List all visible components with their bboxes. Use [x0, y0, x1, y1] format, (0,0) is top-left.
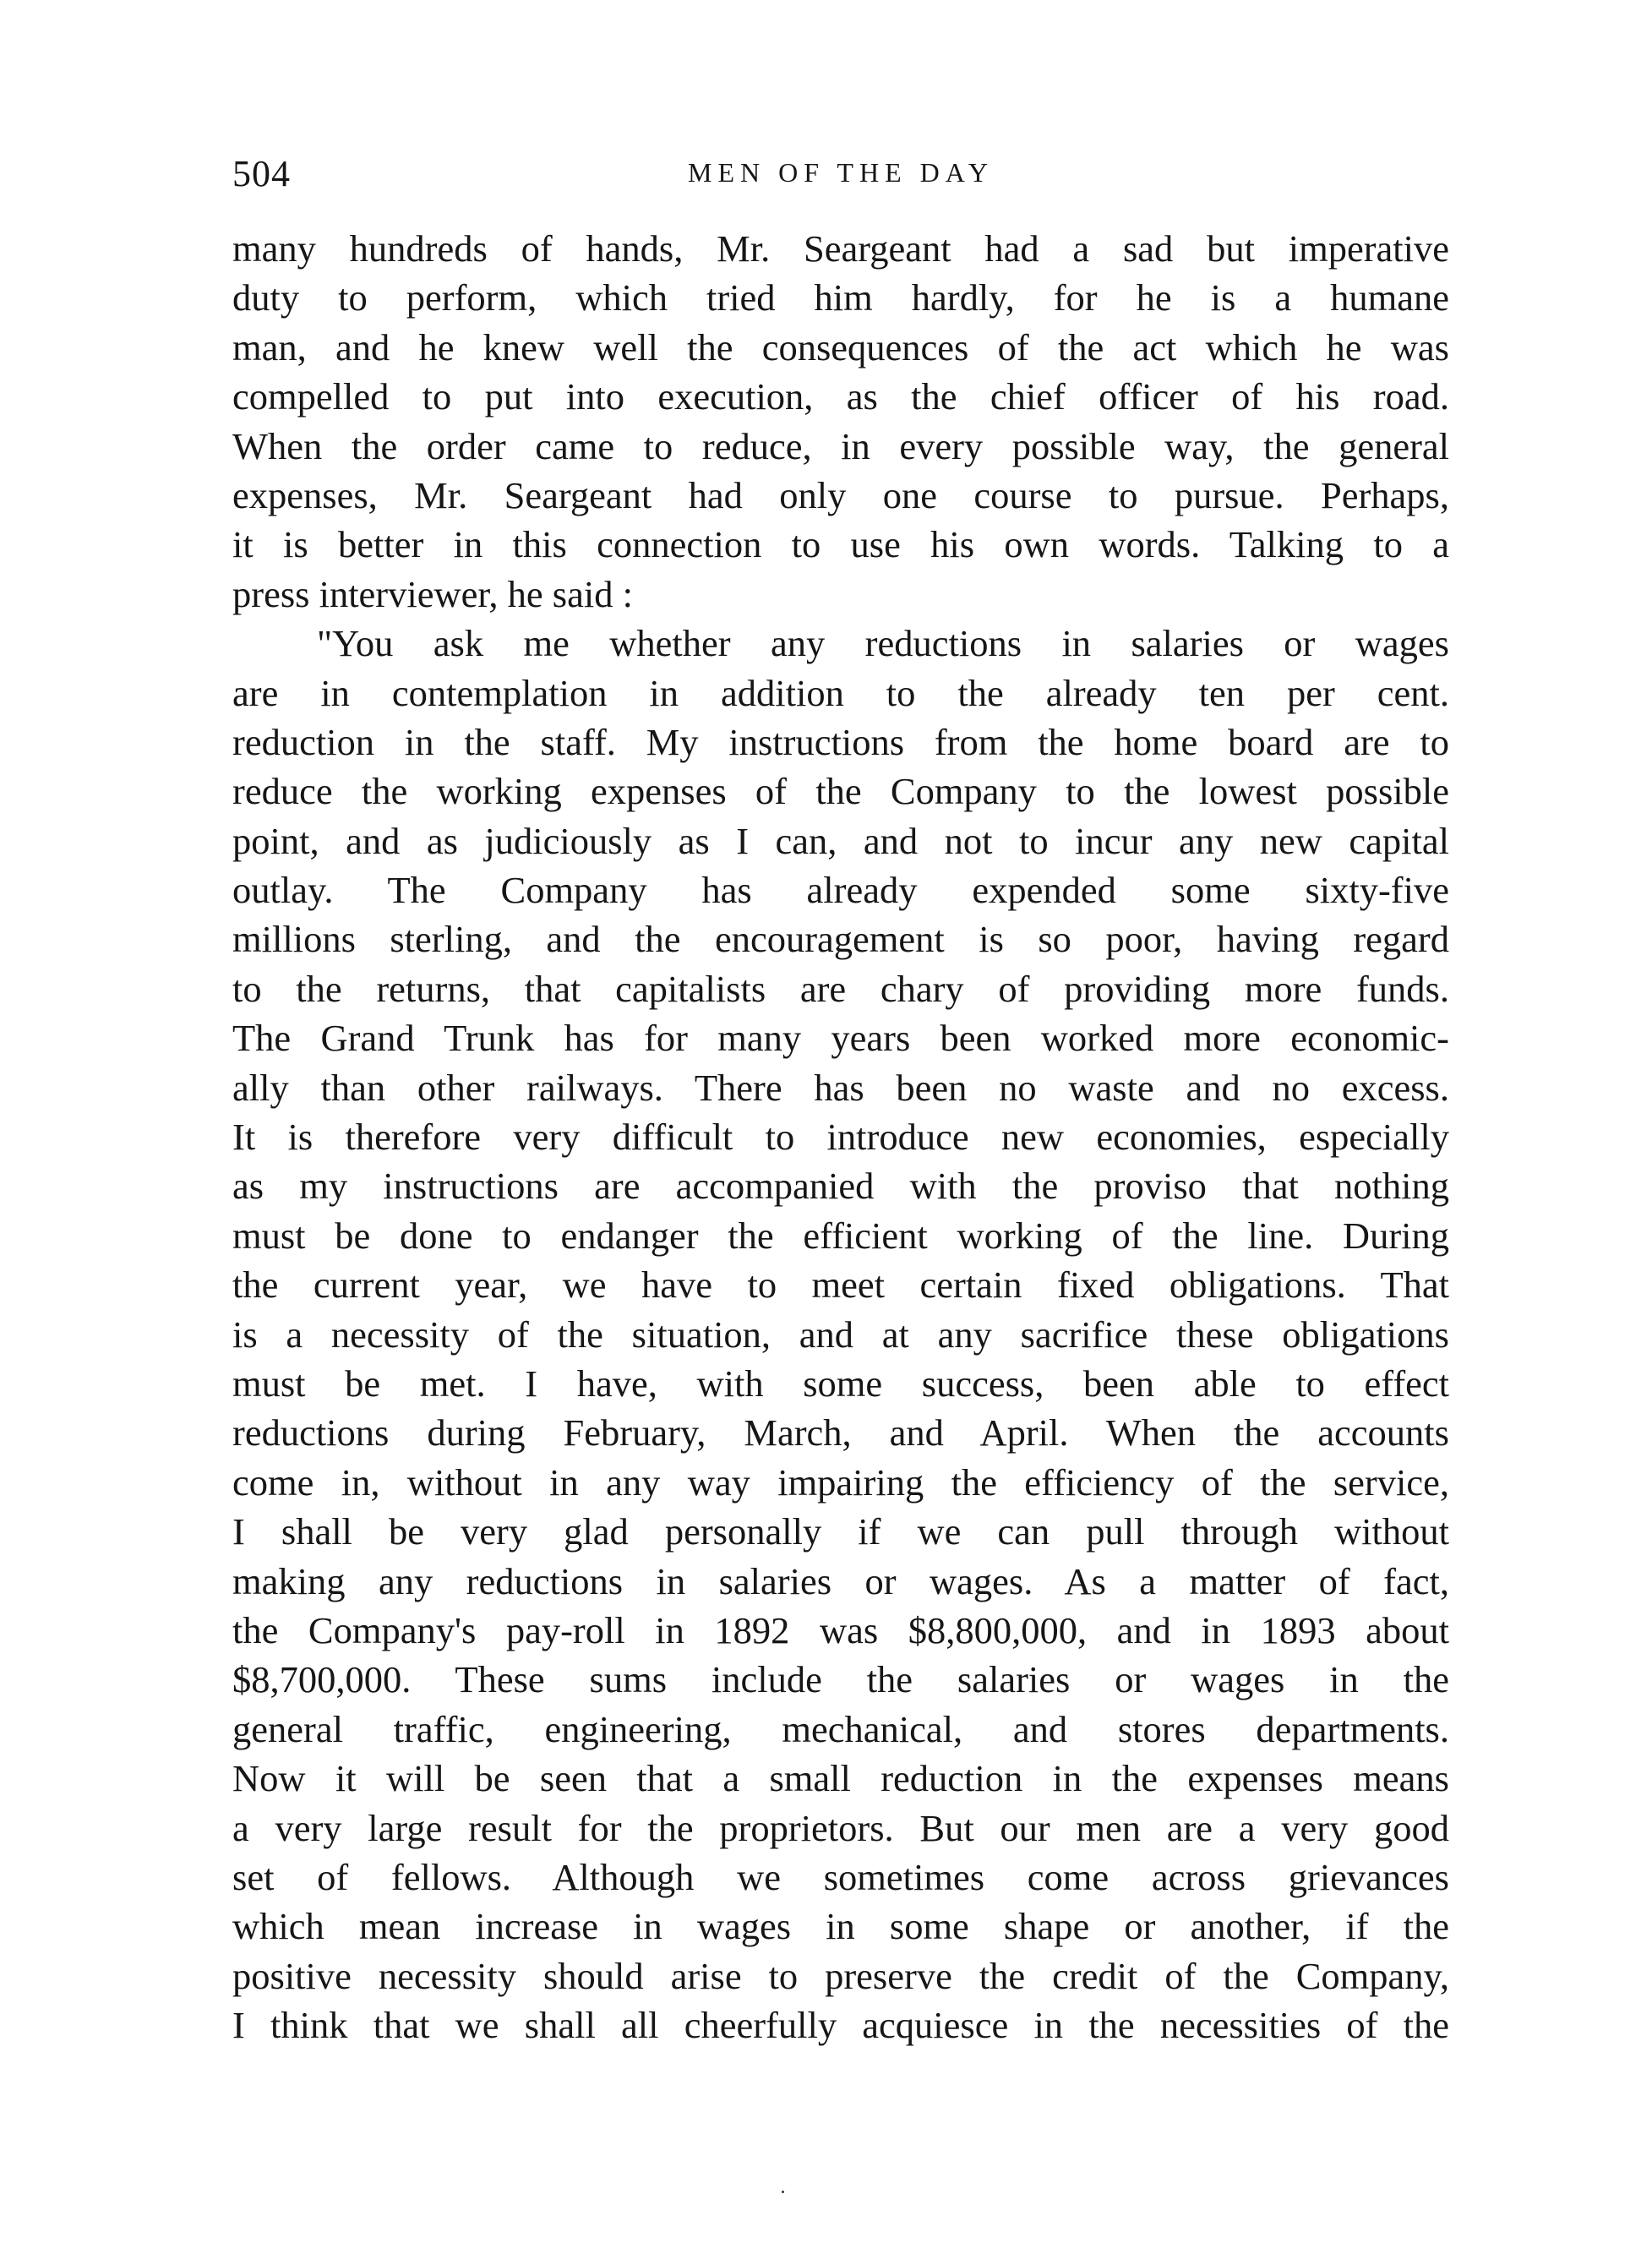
text-line: to the returns, that capitalists are chary of providing more funds. [232, 967, 1449, 1010]
text-line: outlay. The Company has already expended some sixty-five [232, 869, 1449, 912]
text-line: come in, without in any way impairing the efficiency of the service, [232, 1460, 1449, 1504]
text-line: man, and he knew well the consequences of the act which he was [232, 325, 1449, 368]
text-line: must be met. I have, with some success, been able to effect [232, 1362, 1449, 1405]
text-line: compelled to put into execution, as the chief officer of his road. [232, 375, 1449, 418]
text-line: point, and as judiciously as I can, and not to incur any new capital [232, 819, 1449, 862]
text-line: general traffic, engineering, mechanical, and stores departments. [232, 1707, 1449, 1750]
ink-speck [782, 2191, 784, 2193]
text-line: When the order came to reduce, in every possible way, the general [232, 424, 1449, 467]
text-line: positive necessity should arise to preserve the credit of the Company, [232, 1954, 1449, 1997]
text-line: It is therefore very difficult to introduce new economies, especially [232, 1116, 1449, 1159]
text-line: many hundreds of hands, Mr. Seargeant had a sad but imperative [232, 227, 1449, 270]
running-title: MEN OF THE DAY [687, 157, 995, 188]
text-line: making any reductions in salaries or wages. As a matter of fact, [232, 1559, 1449, 1602]
text-line: are in contemplation in addition to the already ten per cent. [232, 671, 1449, 714]
text-line: duty to perform, which tried him hardly, for he is a humane [232, 276, 1449, 319]
text-line: set of fellows. Although we sometimes come across grievances [232, 1855, 1449, 1898]
text-line: press interviewer, he said : [232, 572, 633, 615]
text-line: $8,700,000. These sums include the salaries or wages in the [232, 1658, 1449, 1701]
text-line: is a necessity of the situation, and at any sacrifice these obligations [232, 1313, 1449, 1356]
text-line: ally than other railways. There has been no waste and no excess. [232, 1066, 1449, 1109]
page-number: 504 [232, 153, 291, 194]
text-line: Now it will be seen that a small reduction in the expenses means [232, 1757, 1449, 1800]
text-line: must be done to endanger the efficient working of the line. During [232, 1214, 1449, 1257]
text-line: the current year, we have to meet certain fixed obligations. That [232, 1263, 1449, 1307]
text-line: a very large result for the proprietors. But our men are a very good [232, 1806, 1449, 1849]
text-line: it is better in this connection to use his own words. Talking to a [232, 523, 1449, 566]
text-line: I think that we shall all cheerfully acquiesce in the necessities of the [232, 2004, 1449, 2047]
quote-first-line: "You ask me whether any reductions in salaries or wages [317, 622, 1449, 665]
page-header [232, 152, 1449, 203]
text-line: expenses, Mr. Seargeant had only one course to pursue. Perhaps, [232, 473, 1449, 516]
text-line: reductions during February, March, and April. When the accounts [232, 1411, 1449, 1455]
text-line: I shall be very glad personally if we can pull through without [232, 1510, 1449, 1553]
text-line: The Grand Trunk has for many years been worked more economic- [232, 1017, 1449, 1060]
text-line: reduction in the staff. My instructions from the home board are to [232, 720, 1449, 763]
body-text [232, 224, 1449, 2049]
text-line: as my instructions are accompanied with the proviso that nothing [232, 1165, 1449, 1208]
text-line: reduce the working expenses of the Company to the lowest possible [232, 770, 1449, 813]
text-line: the Company's pay-roll in 1892 was $8,800,000, and in 1893 about [232, 1608, 1449, 1651]
text-line: which mean increase in wages in some shape or another, if the [232, 1905, 1449, 1948]
text-line: millions sterling, and the encouragement is so poor, having regard [232, 918, 1449, 961]
